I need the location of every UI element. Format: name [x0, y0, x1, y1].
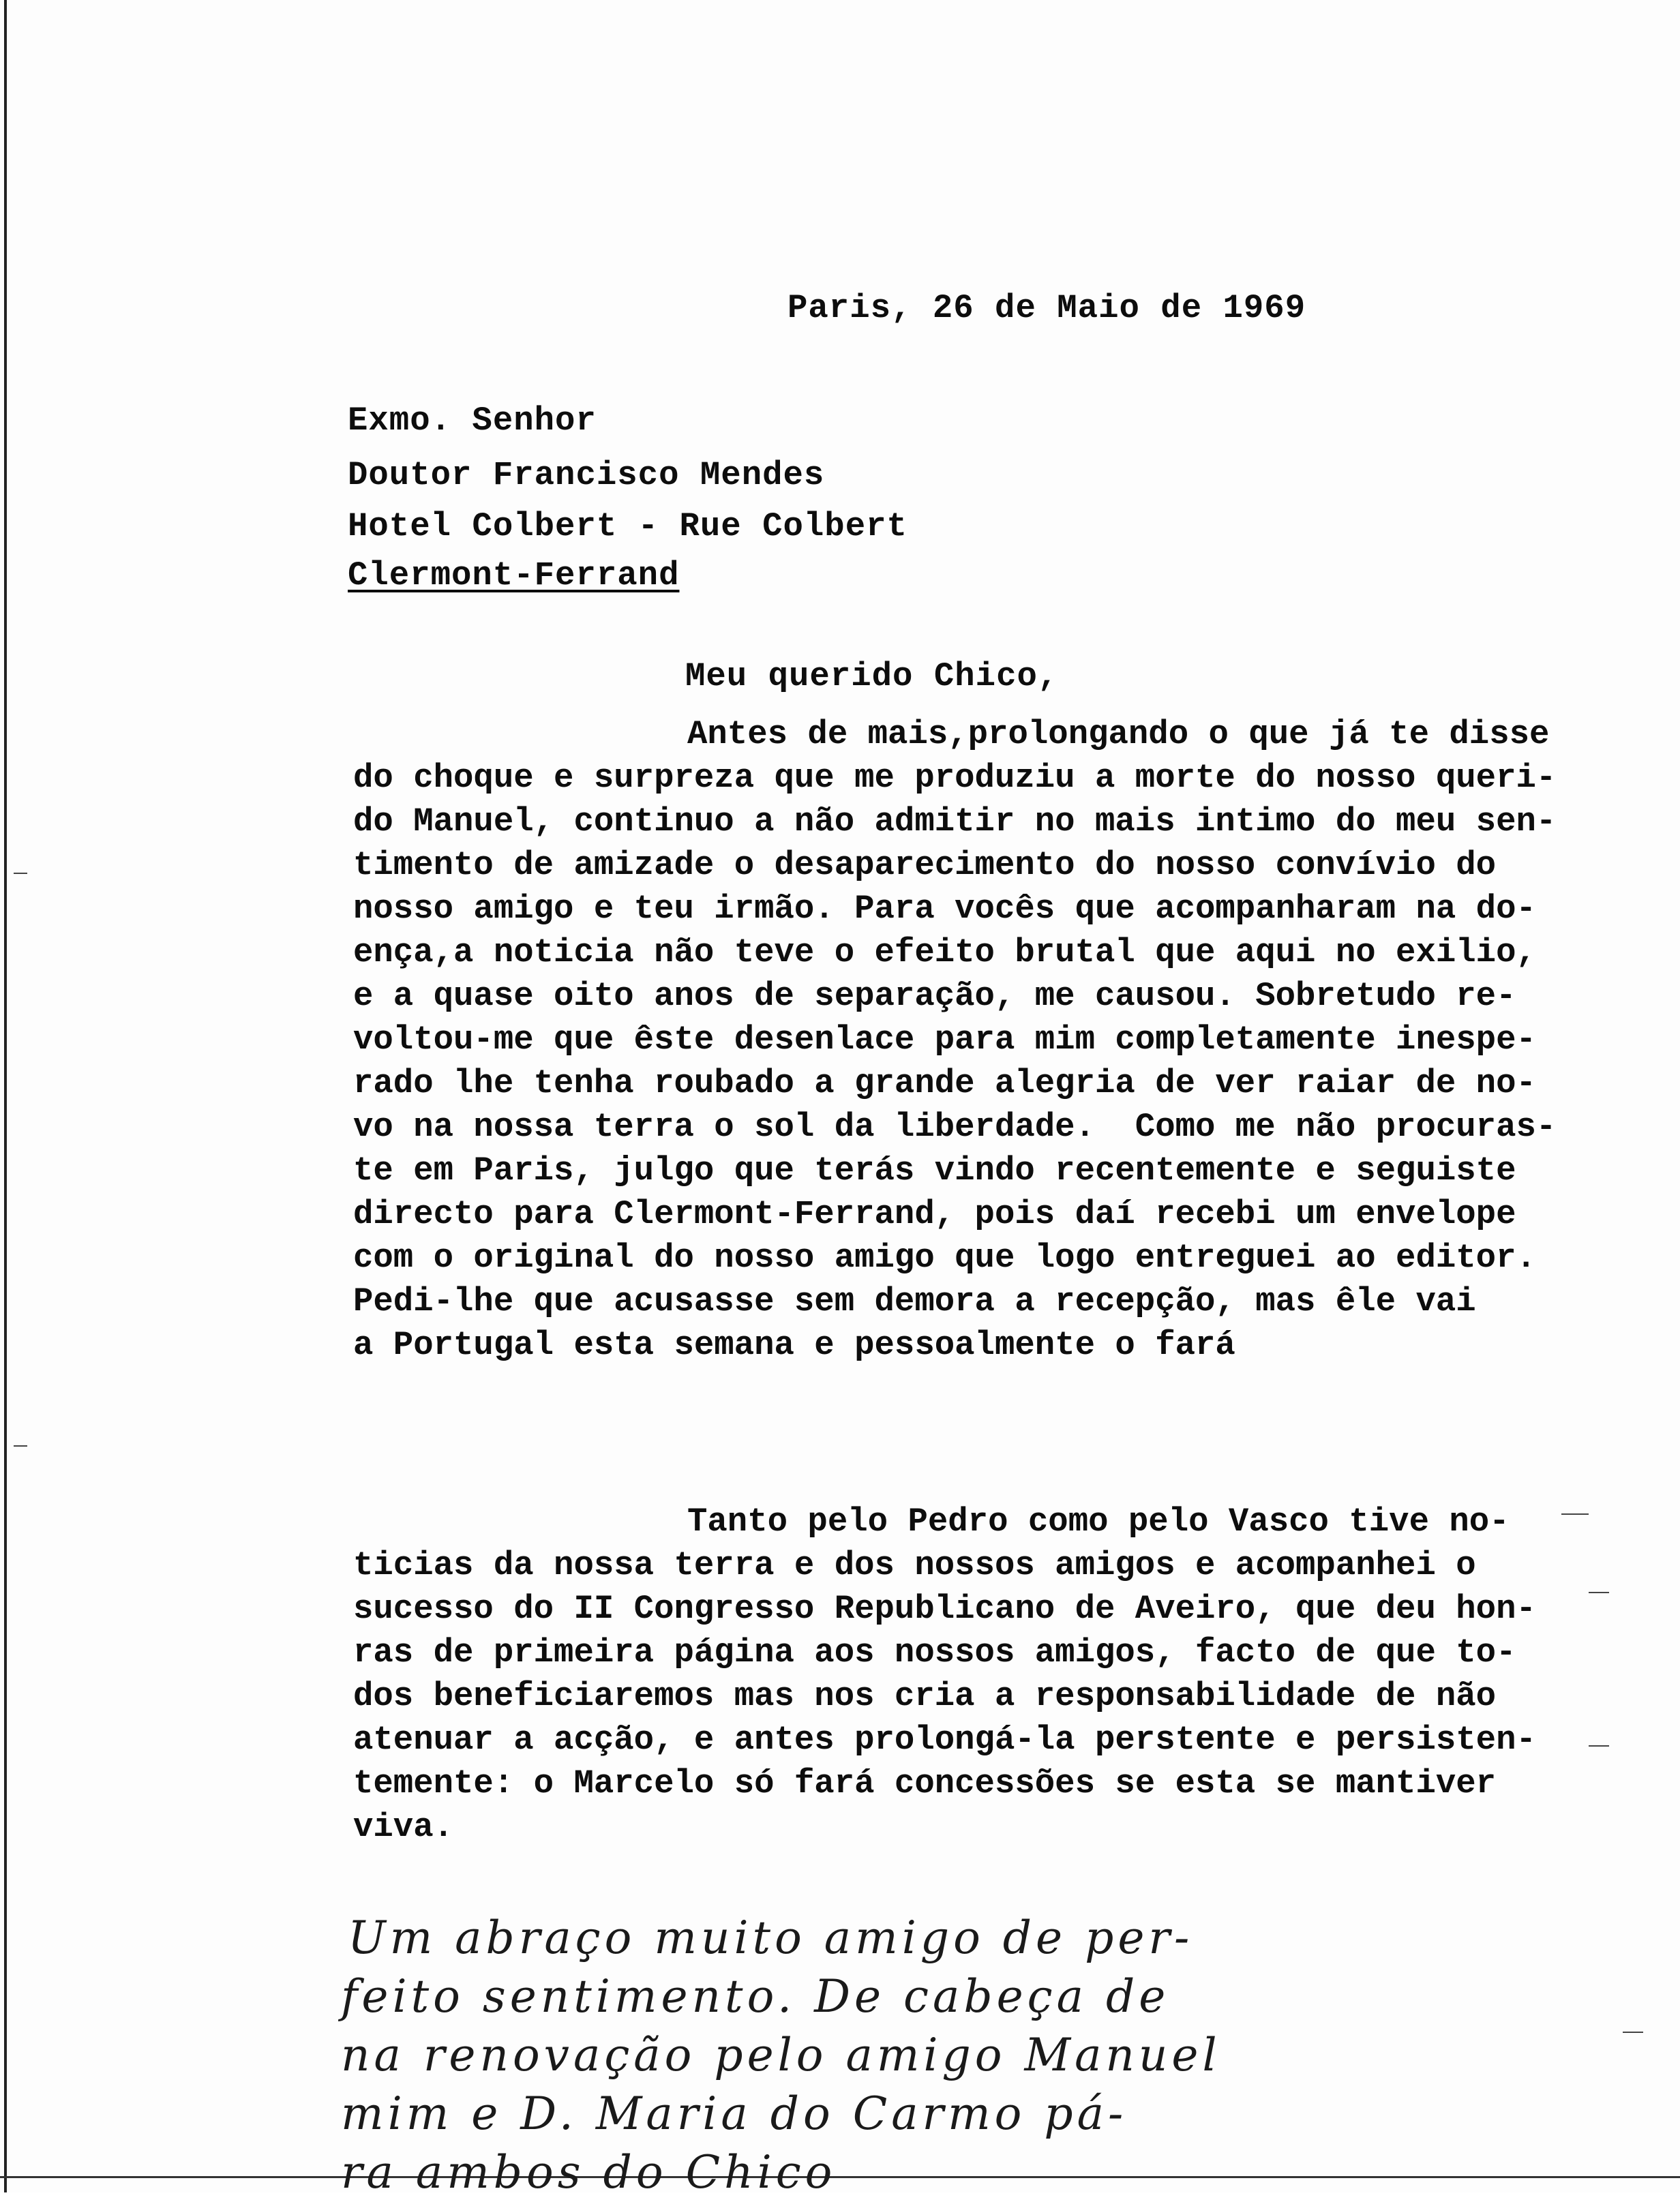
paragraph-1-line: e a quase oito anos de separação, me causou. Sobretudo re- — [353, 977, 1516, 1015]
paragraph-1-line: voltou-me que êste desenlace para mim completamente inespe- — [353, 1021, 1536, 1059]
paragraph-1-line: directo para Clermont-Ferrand, pois daí recebi um envelope — [353, 1195, 1516, 1233]
address-line-4: Clermont-Ferrand — [348, 556, 680, 594]
paragraph-2-line: viva. — [353, 1808, 454, 1846]
paragraph-1-line: com o original do nosso amigo que logo entreguei ao editor. — [353, 1239, 1536, 1277]
paragraph-2 — [353, 1500, 1635, 1849]
paragraph-1-line: timento de amizade o desaparecimento do nosso convívio do — [353, 846, 1497, 884]
salutation: Meu querido Chico, — [685, 657, 1059, 695]
paragraph-2-line: Tanto pelo Pedro como pelo Vasco tive no- — [687, 1503, 1510, 1541]
margin-dash — [1589, 1745, 1609, 1747]
handwritten-line: Um abraço muito amigo de per- — [348, 1912, 1194, 1964]
paragraph-1-line: rado lhe tenha roubado a grande alegria de ver raiar de no- — [353, 1064, 1536, 1102]
paragraph-1-line: do choque e surpreza que me produziu a morte do nosso queri- — [353, 759, 1557, 797]
handwritten-line: mim e D. Maria do Carmo pá- — [341, 2087, 1128, 2140]
paragraph-2-line: atenuar a acção, e antes prolongá-la perstente e persisten- — [353, 1721, 1536, 1759]
paragraph-1-line: Antes de mais,prolongando o que já te disse — [687, 715, 1550, 753]
paragraph-2-line: sucesso do II Congresso Republicano de Aveiro, que deu hon- — [353, 1590, 1536, 1628]
margin-dash — [1589, 1592, 1609, 1593]
margin-dash — [14, 1445, 27, 1447]
paragraph-2-line: ticias da nossa terra e dos nossos amigos e acompanhei o — [353, 1546, 1476, 1584]
paragraph-1 — [353, 712, 1635, 1367]
handwritten-line: na renovação pelo amigo Manuel — [341, 2029, 1221, 2081]
address-line-1: Exmo. Senhor — [348, 402, 597, 440]
paragraph-1-line: Pedi-lhe que acusasse sem demora a recepção, mas êle vai — [353, 1282, 1476, 1321]
margin-dash — [1623, 2032, 1643, 2033]
paragraph-1-line: ença,a noticia não teve o efeito brutal que aqui no exilio, — [353, 933, 1536, 971]
handwritten-line: feito sentimento. De cabeça de — [341, 1970, 1170, 2023]
paragraph-1-line: vo na nossa terra o sol da liberdade. Como me não procuras- — [353, 1108, 1557, 1146]
address-line-2: Doutor Francisco Mendes — [348, 456, 825, 494]
page-edge-left — [4, 0, 7, 2192]
margin-dash — [1561, 1513, 1589, 1515]
address-line-3: Hotel Colbert - Rue Colbert — [348, 507, 907, 545]
handwritten-note — [341, 1909, 1636, 2202]
paragraph-2-line: ras de primeira página aos nossos amigos, facto de que to- — [353, 1633, 1516, 1672]
paragraph-1-line: a Portugal esta semana e pessoalmente o fará — [353, 1326, 1235, 1364]
paragraph-1-line: nosso amigo e teu irmão. Para vocês que acompanharam na do- — [353, 890, 1536, 928]
paragraph-1-line: te em Paris, julgo que terás vindo recentemente e seguiste — [353, 1151, 1516, 1190]
paragraph-1-line: do Manuel, continuo a não admitir no mais intimo do meu sen- — [353, 802, 1557, 841]
letter-date: Paris, 26 de Maio de 1969 — [787, 289, 1306, 327]
paragraph-2-line: dos beneficiaremos mas nos cria a responsabilidade de não — [353, 1677, 1497, 1715]
handwritten-line: ra ambos do Chico — [341, 2146, 837, 2199]
paragraph-2-line: temente: o Marcelo só fará concessões se esta se mantiver — [353, 1764, 1497, 1803]
margin-dash — [14, 873, 27, 874]
